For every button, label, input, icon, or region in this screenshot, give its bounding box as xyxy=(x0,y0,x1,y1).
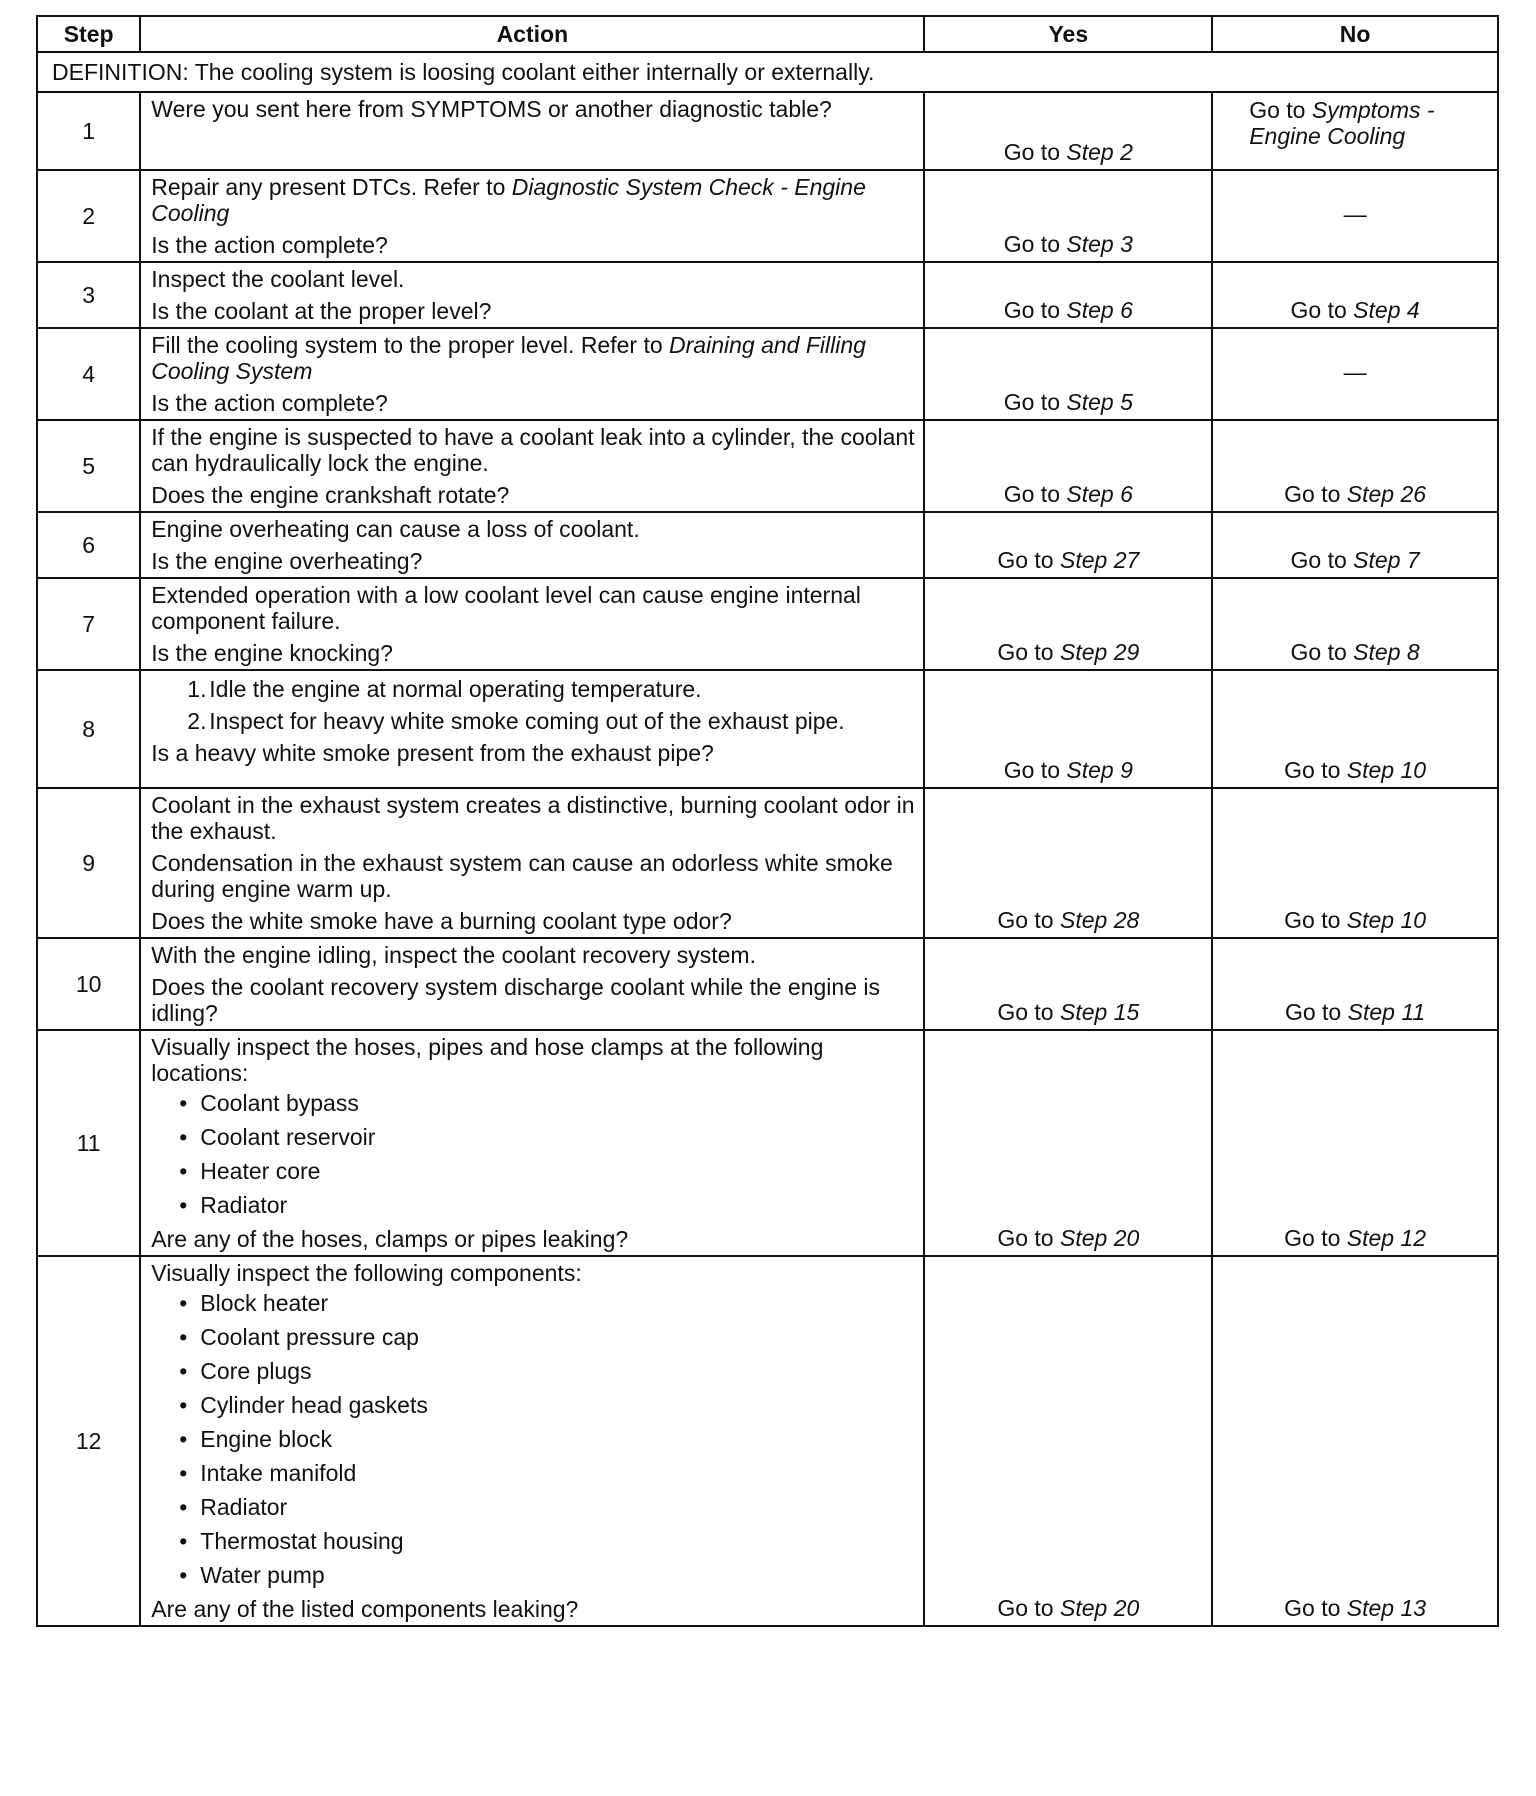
item-number: 1. xyxy=(187,676,207,702)
go-to-text: Go to xyxy=(997,1595,1054,1621)
action-text: With the engine idling, inspect the coolant recovery system. xyxy=(151,942,756,968)
no-cell: — xyxy=(1212,328,1498,420)
action-text: Coolant in the exhaust system creates a distinctive, burning coolant odor in the exhaust. xyxy=(151,792,915,844)
step-number: 2 xyxy=(37,170,140,262)
action-cell xyxy=(140,938,924,1030)
action-text: Repair any present DTCs. Refer to xyxy=(151,174,506,200)
yes-cell xyxy=(924,670,1212,788)
definition-text: DEFINITION: The cooling system is loosing coolant either internally or externally. xyxy=(37,52,1498,92)
bullet-item: • Coolant reservoir xyxy=(151,1124,915,1150)
header-yes: Yes xyxy=(924,16,1212,52)
step-link[interactable]: Step 26 xyxy=(1346,481,1427,507)
step-link[interactable]: Step 3 xyxy=(1066,231,1133,257)
step-link[interactable]: Step 9 xyxy=(1066,757,1133,783)
action-cell xyxy=(140,328,924,420)
no-cell xyxy=(1212,1030,1498,1256)
step-row-10 xyxy=(37,938,1498,1030)
step-link[interactable]: Step 10 xyxy=(1346,907,1427,933)
action-cell xyxy=(140,420,924,512)
go-to-text: Go to xyxy=(1284,1225,1341,1251)
question-text: Does the white smoke have a burning coolant type odor? xyxy=(151,908,732,934)
action-cell xyxy=(140,670,924,788)
go-to-text: Go to xyxy=(1284,999,1342,1025)
action-text: Fill the cooling system to the proper level. Refer to xyxy=(151,332,663,358)
go-to-text: Go to xyxy=(1290,297,1347,323)
step-row-6 xyxy=(37,512,1498,578)
step-row-7 xyxy=(37,578,1498,670)
action-cell xyxy=(140,1030,924,1256)
bullet-item: • Block heater xyxy=(151,1290,915,1316)
go-to-text: Go to xyxy=(1290,639,1347,665)
question-text: Is a heavy white smoke present from the exhaust pipe? xyxy=(151,740,714,766)
step-link[interactable]: Step 6 xyxy=(1066,481,1133,507)
go-to-text: Go to xyxy=(1290,547,1347,573)
action-instruction xyxy=(151,174,915,226)
step-row-9 xyxy=(37,788,1498,938)
bullet-item: • Coolant pressure cap xyxy=(151,1324,915,1350)
action-text: If the engine is suspected to have a coolant leak into a cylinder, the coolant can hydraulically lock the engine. xyxy=(151,424,915,476)
question-text: Are any of the hoses, clamps or pipes leaking? xyxy=(151,1226,629,1252)
step-number: 11 xyxy=(37,1030,140,1256)
question-text: Does the engine crankshaft rotate? xyxy=(151,482,510,508)
numbered-list xyxy=(151,676,915,734)
go-to-text: Go to xyxy=(1284,481,1341,507)
yes-cell xyxy=(924,788,1212,938)
action-text: Condensation in the exhaust system can cause an odorless white smoke during engine warm up. xyxy=(151,850,893,902)
no-cell xyxy=(1212,262,1498,328)
yes-cell xyxy=(924,262,1212,328)
no-cell xyxy=(1212,670,1498,788)
go-to-text: Go to xyxy=(1284,907,1341,933)
go-to-text: Go to xyxy=(1003,297,1060,323)
bullet-item: • Radiator xyxy=(151,1494,915,1520)
no-cell xyxy=(1212,938,1498,1030)
header-action: Action xyxy=(140,16,924,52)
question-text: Is the engine knocking? xyxy=(151,640,393,666)
definition-row xyxy=(37,52,1498,92)
yes-cell xyxy=(924,1256,1212,1626)
no-cell xyxy=(1212,512,1498,578)
action-cell xyxy=(140,512,924,578)
step-number: 8 xyxy=(37,670,140,788)
step-link[interactable]: Step 12 xyxy=(1346,1225,1427,1251)
action-text: Were you sent here from SYMPTOMS or another diagnostic table? xyxy=(151,96,832,122)
action-text: Engine overheating can cause a loss of coolant. xyxy=(151,516,640,542)
no-cell xyxy=(1212,788,1498,938)
question-text: Is the coolant at the proper level? xyxy=(151,298,492,324)
step-number: 7 xyxy=(37,578,140,670)
question-text: Are any of the listed components leaking? xyxy=(151,1596,579,1622)
step-row-8 xyxy=(37,670,1498,788)
action-text: Extended operation with a low coolant level can cause engine internal component failure. xyxy=(151,582,861,634)
reference-link[interactable]: Diagnostic System Check - Engine Cooling xyxy=(151,174,866,226)
header-row xyxy=(37,16,1498,52)
step-number: 12 xyxy=(37,1256,140,1626)
bullet-item: • Coolant bypass xyxy=(151,1090,915,1116)
step-row-2 xyxy=(37,170,1498,262)
yes-cell xyxy=(924,578,1212,670)
step-link[interactable]: Step 10 xyxy=(1346,757,1427,783)
step-row-1 xyxy=(37,92,1498,170)
yes-cell xyxy=(924,1030,1212,1256)
go-to-text: Go to xyxy=(1249,97,1306,123)
go-to-text: Go to xyxy=(1003,139,1060,165)
item-number: 2. xyxy=(187,708,207,734)
bullet-item: • Engine block xyxy=(151,1426,915,1452)
step-row-11 xyxy=(37,1030,1498,1256)
numbered-item xyxy=(151,708,915,734)
yes-cell xyxy=(924,420,1212,512)
step-number: 6 xyxy=(37,512,140,578)
step-link[interactable]: Step 20 xyxy=(1059,1225,1140,1251)
header-step: Step xyxy=(37,16,140,52)
step-number: 4 xyxy=(37,328,140,420)
step-number: 5 xyxy=(37,420,140,512)
step-row-12 xyxy=(37,1256,1498,1626)
step-number: 9 xyxy=(37,788,140,938)
bullet-item: • Core plugs xyxy=(151,1358,915,1384)
yes-cell xyxy=(924,170,1212,262)
action-cell xyxy=(140,788,924,938)
bullet-list xyxy=(151,1090,915,1218)
step-row-4 xyxy=(37,328,1498,420)
item-text: Inspect for heavy white smoke coming out of the exhaust pipe. xyxy=(209,708,845,734)
go-to-text: Go to xyxy=(1003,389,1060,415)
go-to-text: Go to xyxy=(997,1225,1054,1251)
question-text: Is the action complete? xyxy=(151,390,388,416)
bullet-item: • Cylinder head gaskets xyxy=(151,1392,915,1418)
no-cell: — xyxy=(1212,170,1498,262)
action-text: Inspect the coolant level. xyxy=(151,266,405,292)
go-to-text: Go to xyxy=(1284,1595,1341,1621)
action-cell xyxy=(140,262,924,328)
go-to-text: Go to xyxy=(1003,481,1060,507)
header-no: No xyxy=(1212,16,1498,52)
go-to-text: Go to xyxy=(1003,231,1060,257)
step-link[interactable]: Step 8 xyxy=(1353,639,1420,665)
bullet-item: • Water pump xyxy=(151,1562,915,1588)
bullet-item: • Thermostat housing xyxy=(151,1528,915,1554)
action-cell xyxy=(140,1256,924,1626)
step-link[interactable]: Step 5 xyxy=(1066,389,1133,415)
step-number: 10 xyxy=(37,938,140,1030)
action-cell xyxy=(140,170,924,262)
step-number: 3 xyxy=(37,262,140,328)
step-row-5 xyxy=(37,420,1498,512)
step-link[interactable]: Step 15 xyxy=(1059,999,1140,1025)
step-row-3 xyxy=(37,262,1498,328)
step-link[interactable]: Step 27 xyxy=(1059,547,1140,573)
step-link[interactable]: Step 7 xyxy=(1353,547,1420,573)
action-cell xyxy=(140,578,924,670)
action-cell xyxy=(140,92,924,170)
action-text: Visually inspect the hoses, pipes and hose clamps at the following locations: xyxy=(151,1034,824,1086)
go-to-text: Go to xyxy=(1003,757,1060,783)
action-instruction xyxy=(151,332,915,384)
step-link[interactable]: Symptoms - Engine Cooling xyxy=(1249,97,1435,149)
step-link[interactable]: Step 29 xyxy=(1059,639,1140,665)
step-link[interactable]: Step 2 xyxy=(1066,139,1133,165)
no-cell xyxy=(1212,578,1498,670)
no-cell xyxy=(1212,420,1498,512)
go-to-text: Go to xyxy=(997,907,1054,933)
step-link[interactable]: Step 20 xyxy=(1059,1595,1140,1621)
no-cell xyxy=(1212,92,1498,170)
bullet-item: • Intake manifold xyxy=(151,1460,915,1486)
yes-cell xyxy=(924,938,1212,1030)
bullet-item: • Heater core xyxy=(151,1158,915,1184)
go-to-text: Go to xyxy=(997,999,1054,1025)
step-link[interactable]: Step 4 xyxy=(1353,297,1420,323)
question-text: Is the engine overheating? xyxy=(151,548,423,574)
item-text: Idle the engine at normal operating temperature. xyxy=(209,676,702,702)
bullet-list xyxy=(151,1290,915,1588)
step-link[interactable]: Step 6 xyxy=(1066,297,1133,323)
step-link[interactable]: Step 11 xyxy=(1347,999,1426,1025)
go-to-text: Go to xyxy=(997,639,1054,665)
step-link[interactable]: Step 13 xyxy=(1346,1595,1427,1621)
numbered-item xyxy=(151,676,915,702)
yes-cell xyxy=(924,92,1212,170)
question-text: Does the coolant recovery system discharge coolant while the engine is idling? xyxy=(151,974,881,1026)
reference-link[interactable]: Draining and Filling Cooling System xyxy=(151,332,866,384)
go-to-text: Go to xyxy=(1284,757,1341,783)
go-to-text: Go to xyxy=(997,547,1054,573)
yes-cell xyxy=(924,512,1212,578)
diagnostic-table xyxy=(36,15,1499,1627)
yes-cell xyxy=(924,328,1212,420)
action-text: Visually inspect the following components: xyxy=(151,1260,582,1286)
question-text: Is the action complete? xyxy=(151,232,388,258)
bullet-item: • Radiator xyxy=(151,1192,915,1218)
step-link[interactable]: Step 28 xyxy=(1059,907,1140,933)
step-number: 1 xyxy=(37,92,140,170)
no-cell xyxy=(1212,1256,1498,1626)
